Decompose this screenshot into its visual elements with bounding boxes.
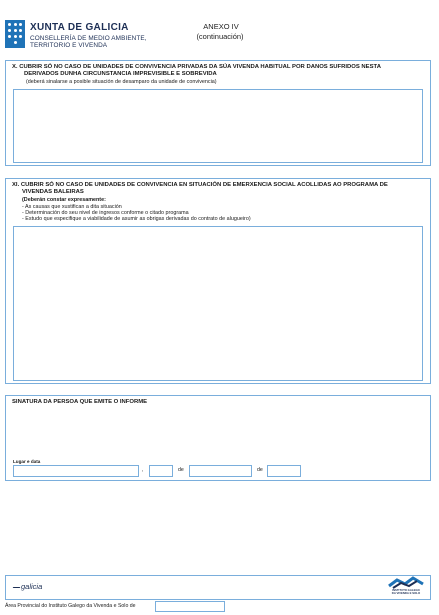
place-input[interactable] bbox=[13, 465, 139, 477]
section-xi-item: - As causas que xustifican a dita situación bbox=[22, 204, 122, 210]
section-xi-title-line-2: VIVENDAS BALEIRAS bbox=[22, 189, 84, 195]
igvs-logo bbox=[387, 576, 425, 598]
section-xi-textarea[interactable] bbox=[13, 226, 423, 381]
signature-title: SINATURA DA PERSOA QUE EMITE O INFORME bbox=[12, 399, 148, 405]
galicia-logo bbox=[13, 582, 42, 591]
provincial-label: Área Provincial do Instituto Galego da Vivenda e Solo de bbox=[5, 603, 136, 609]
de-label-2: de bbox=[257, 467, 263, 473]
month-input[interactable] bbox=[189, 465, 252, 477]
section-x-title-line-2: DERIVADOS DUNHA CIRCUNSTANCIA IMPREVISIBLE E SOBREVIDA bbox=[24, 71, 217, 77]
place-date-label: Lugar e data bbox=[13, 459, 41, 464]
provincial-input[interactable] bbox=[155, 601, 225, 612]
annex-title: ANEXO IV bbox=[203, 22, 239, 31]
day-input[interactable] bbox=[149, 465, 173, 477]
xunta-logo-icon bbox=[5, 20, 25, 48]
galicia-logo-text: galicia bbox=[21, 582, 43, 591]
comma-separator: , bbox=[142, 467, 144, 473]
igvs-line-1: INSTITUTO GALEGO bbox=[392, 588, 420, 592]
section-x-title-line-1: X. CUBRIR SÓ NO CASO DE UNIDADES DE CONVIVENCIA PRIVADAS DA SÚA VIVENDA HABITUAL POR DANOS SUFRIDOS NESTA bbox=[12, 64, 381, 70]
conselleria-line-2: TERRITORIO E VIVENDA bbox=[30, 42, 108, 49]
footer-band bbox=[5, 575, 431, 600]
year-input[interactable] bbox=[267, 465, 301, 477]
section-xi-item: - Estudo que especifique a viabilidade de asumir as obrigas derivadas do contrato de alugueiro) bbox=[22, 216, 251, 222]
conselleria-line-1: CONSELLERÍA DE MEDIO AMBIENTE, bbox=[30, 35, 147, 42]
section-x-note: (deberá sinalarse a posible situación de desamparo da unidade de convivencia) bbox=[26, 79, 217, 85]
section-xi-note-intro: (Deberán constar expresamente: bbox=[22, 197, 106, 203]
annex-subtitle: (continuación) bbox=[196, 32, 244, 41]
section-xi-title-line-1: XI. CUBRIR SÓ NO CASO DE UNIDADES DE CONVIVENCIA EN SITUACIÓN DE EMERXENCIA SOCIAL ACOLLIDAS AO PROGRAMA DE bbox=[12, 182, 388, 188]
igvs-line-2: DA VIVENDA E SOLO bbox=[391, 591, 421, 596]
de-label-1: de bbox=[178, 467, 184, 473]
section-x bbox=[5, 60, 431, 166]
signature-section bbox=[5, 395, 431, 481]
section-xi bbox=[5, 178, 431, 384]
section-xi-item: - Determinación do seu nivel de ingresos conforme o citado programa bbox=[22, 210, 189, 216]
galicia-swoosh-icon bbox=[13, 587, 21, 588]
section-x-textarea[interactable] bbox=[13, 89, 423, 163]
org-name: XUNTA DE GALICIA bbox=[30, 22, 129, 33]
